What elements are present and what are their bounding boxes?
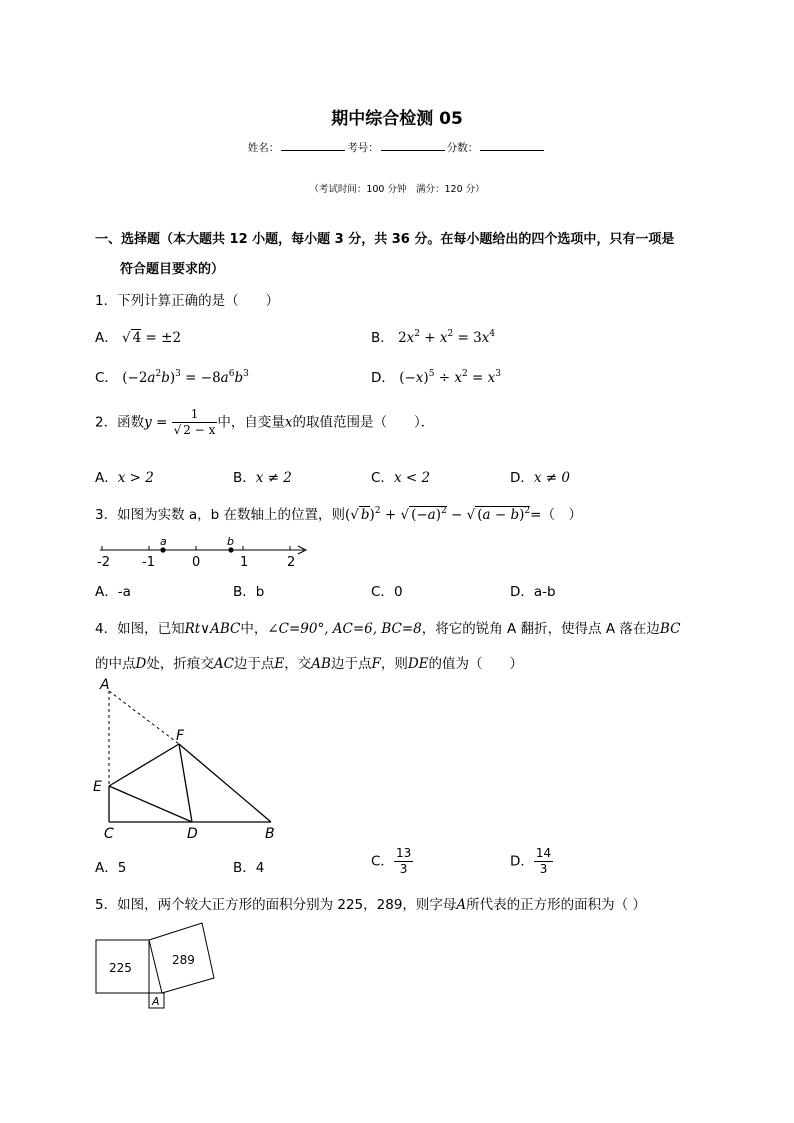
name-label: 姓名： [247, 142, 280, 154]
exam-no-label: 考号： [347, 142, 379, 154]
q1-option-b[interactable] [371, 326, 495, 346]
fraction-numerator: 14 [535, 846, 552, 860]
q3-stem [95, 503, 582, 523]
q3-option-c[interactable] [371, 580, 403, 600]
tick-label: -1 [142, 555, 155, 570]
q1-option-a-label: A． [95, 330, 118, 346]
tick-label: 0 [192, 555, 201, 570]
q4-text: 边于点 [233, 656, 275, 672]
q2-option-b[interactable] [233, 466, 292, 486]
number-line-ticks [102, 546, 290, 550]
q4-math: AC [213, 656, 234, 672]
q5-stem [95, 893, 646, 913]
page-title: 期中综合检测 05 [331, 109, 463, 129]
q3-option-d-text: a-b [533, 584, 556, 600]
q3-option-b[interactable] [233, 580, 264, 600]
q4-math: E [274, 656, 285, 672]
q3-expression: (√ b)$^2$ + √ $(-a)^2$ − √ $(a - b)^2$ [345, 506, 531, 523]
q4-math: BC [659, 621, 681, 637]
q4-option-b[interactable] [233, 856, 264, 876]
fraction-denominator: 3 [539, 862, 548, 876]
q1-option-b-label: B． [371, 330, 394, 346]
q2-denominator-text: 2 − x [183, 423, 216, 437]
label-b: B [265, 826, 275, 842]
q4-math: F [371, 656, 381, 672]
q4-math: AB [311, 656, 331, 672]
q4-text: ，则 [380, 656, 408, 672]
q4-text: 的值为（ ） [428, 656, 524, 672]
q1-option-a-formula: √ 4 = ±2 [122, 330, 182, 346]
q3-stem-post: =（ ） [530, 507, 582, 523]
q2-denominator: √ 2 − x [173, 423, 216, 437]
label-c: C [104, 826, 114, 842]
q3-option-c-text: 0 [393, 584, 403, 600]
q4-text: 处，折痕交 [146, 656, 214, 672]
q4-stem-line2 [95, 652, 523, 672]
q5-math: A [456, 897, 467, 913]
q2-option-c[interactable] [371, 466, 430, 486]
q3-option-d[interactable] [510, 580, 556, 600]
q2-numerator: 1 [172, 407, 218, 423]
segment-fd [179, 744, 192, 822]
section-heading-cont: 符合题目要求的） [120, 262, 225, 277]
q4-math: D [135, 656, 147, 672]
q2-option-a-text: x > 2 [117, 470, 154, 486]
q2-eq: = [151, 414, 172, 431]
q1-option-b-formula: $2x^2 + x^2 = 3x^4$ [398, 329, 496, 346]
q2-option-d-label: D． [510, 470, 534, 486]
q5-text: 所代表的正方形的面积为（ ） [466, 897, 646, 913]
q1-option-a[interactable] [95, 326, 181, 346]
q4-option-d-label: D． [510, 853, 534, 870]
q4-math: Rt∨ABC [184, 621, 241, 637]
q2-var-y: y [144, 414, 152, 431]
q2-option-d-text: x ≠ 0 [533, 470, 571, 486]
q4-option-c[interactable] [371, 846, 413, 877]
q1-option-c-label: C． [95, 370, 118, 386]
q2-option-b-label: B． [233, 470, 256, 486]
q2-option-b-text: x ≠ 2 [255, 470, 292, 486]
segment-fb [179, 744, 271, 822]
name-field[interactable] [281, 140, 345, 151]
segment-ef [109, 744, 179, 786]
q4-text: 的中点 [95, 656, 136, 672]
q4-option-a-text: 5 [117, 860, 127, 876]
q4-text: ，交 [284, 656, 312, 672]
tick-label: 1 [240, 555, 249, 570]
q3-option-a-label: A． [95, 584, 118, 600]
q4-option-b-label: B． [233, 860, 256, 876]
square-225-label: 225 [109, 961, 132, 975]
label-e: E [93, 779, 102, 795]
q3-option-a-text: -a [117, 584, 131, 600]
q4-triangle-figure [88, 676, 288, 848]
q4-math: DE [407, 656, 429, 672]
q2-option-c-label: C． [371, 470, 394, 486]
q3-number-line [92, 534, 322, 570]
exam-info: （考试时间：100 分钟 满分：120 分） [309, 184, 485, 195]
q4-option-c-label: C． [371, 853, 394, 870]
q3-option-b-text: b [255, 584, 265, 600]
fraction-denominator: 3 [399, 862, 408, 876]
q1-stem: 1．下列计算正确的是（ ） [95, 293, 280, 309]
q1-option-d-label: D． [371, 370, 395, 386]
q2-option-a-label: A． [95, 470, 118, 486]
q3-stem-pre: 3．如图为实数 a，b 在数轴上的位置，则 [95, 507, 346, 523]
square-a-label: A [152, 995, 160, 1008]
q1-option-d-formula: $(-x)^5 \div x^2 = x^3$ [399, 369, 501, 386]
q4-text: 边于点 [330, 656, 372, 672]
q4-text: ，将它的锐角 A 翻折，使得点 A 落在边 [421, 621, 660, 637]
point-a [160, 547, 165, 552]
q2-option-d[interactable] [510, 466, 570, 486]
q4-option-d-fraction [534, 846, 553, 877]
q4-text: 中， [240, 621, 268, 637]
point-b-label: b [227, 535, 234, 548]
score-label: 分数： [446, 142, 479, 154]
tick-label: 2 [287, 555, 296, 570]
q4-option-c-fraction [394, 846, 413, 877]
point-a-label: a [160, 535, 167, 548]
q2-tail2: 的取值范围是（ ）． [292, 414, 435, 431]
q1-option-c[interactable] [95, 366, 249, 386]
q2-fraction [172, 407, 218, 438]
q4-option-b-text: 4 [255, 860, 265, 876]
q3-option-c-label: C． [371, 584, 394, 600]
q4-option-a-label: A． [95, 860, 118, 876]
student-info-line [0, 140, 794, 155]
point-b [228, 547, 233, 552]
q4-option-d[interactable] [510, 846, 553, 877]
segment-af-folded [109, 691, 179, 744]
q1-option-d[interactable] [371, 366, 501, 386]
label-a: A [100, 677, 110, 693]
q5-squares-figure [92, 918, 222, 1014]
label-d: D [187, 826, 198, 842]
exam-no-field[interactable] [381, 140, 445, 151]
label-f: F [176, 728, 185, 744]
tick-label: -2 [97, 555, 110, 570]
q4-stem-line1 [95, 617, 680, 637]
square-289-label: 289 [172, 953, 195, 967]
section-heading: 一、选择题（本大题共 12 小题，每小题 3 分，共 36 分。在每小题给出的四个选项中，只有一项是 [95, 232, 675, 247]
q3-option-a[interactable] [95, 580, 131, 600]
q5-text: 5．如图，两个较大正方形的面积分别为 225，289，则字母 [95, 897, 457, 913]
q3-option-d-label: D． [510, 584, 534, 600]
q1-option-c-formula: $(-2a^2b)^3 = -8a^6b^3$ [122, 369, 249, 386]
segment-ed [109, 786, 192, 822]
q3-option-b-label: B． [233, 584, 256, 600]
q2-stem [95, 407, 434, 438]
q4-option-a[interactable] [95, 856, 126, 876]
fraction-numerator: 13 [395, 846, 412, 860]
q2-option-a[interactable] [95, 466, 154, 486]
q2-var-x: x [284, 414, 293, 431]
q2-tail1: 中，自变量 [217, 414, 285, 431]
q4-text: 4．如图，已知 [95, 621, 185, 637]
q2-num: 2．函数 [95, 414, 145, 431]
q4-math: ∠C=90°, AC=6, BC=8 [267, 621, 422, 637]
score-field[interactable] [480, 140, 544, 151]
q2-option-c-text: x < 2 [393, 470, 431, 486]
